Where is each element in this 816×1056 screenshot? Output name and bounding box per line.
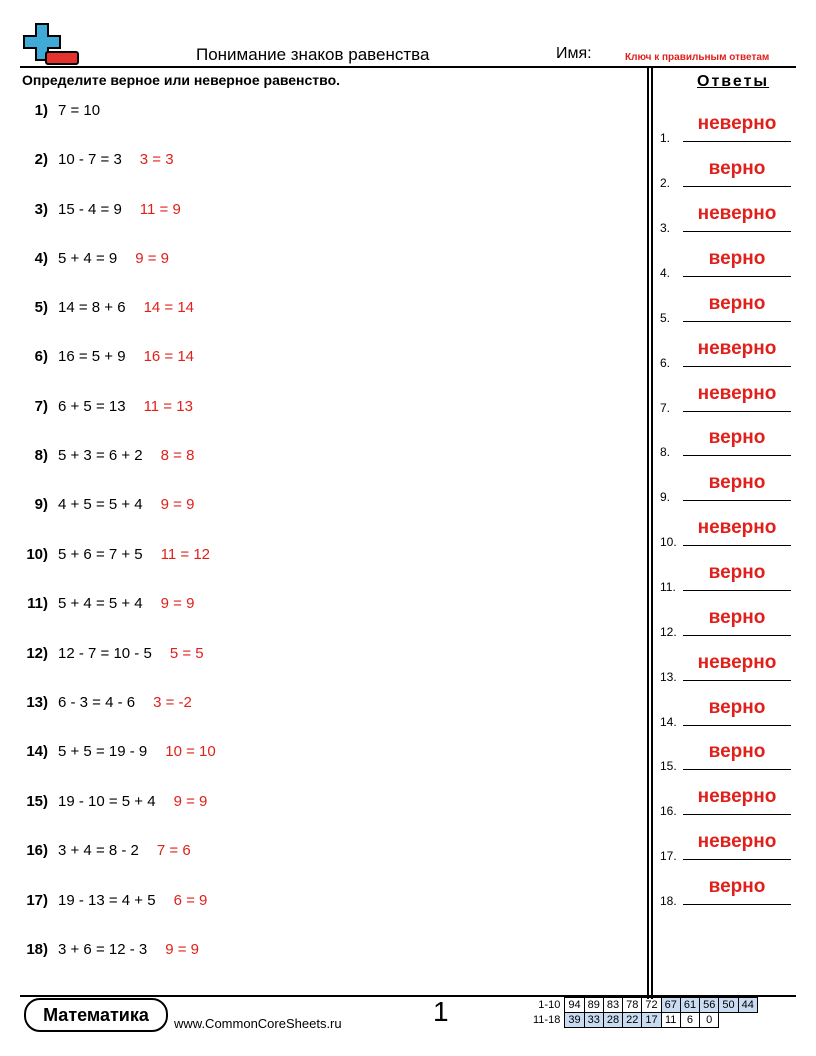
answer-line [683,231,791,232]
brand-badge: Математика [24,998,168,1032]
answer-line [683,680,791,681]
score-cell: 39 [565,1013,584,1028]
problem-expression: 19 - 13 = 4 + 5 6 = 9 [58,892,208,909]
problem-row [0,546,640,568]
answer-item [658,113,798,147]
problem-expression: 7 = 10 [58,102,101,119]
answer-line [683,276,791,277]
answer-item [658,427,798,461]
answer-number: 12. [660,625,677,639]
problem-answer: 9 = 9 [165,941,200,958]
score-cell: 78 [623,998,642,1013]
problem-number: 16) [26,842,48,859]
problem-row [0,250,640,272]
answer-item [658,607,798,641]
answer-item [658,786,798,820]
problem-answer: 11 = 13 [143,398,193,415]
answer-value: верно [708,607,766,628]
problem-expression: 5 + 4 = 9 9 = 9 [58,250,169,267]
answer-line [683,545,791,546]
problem-row [0,941,640,963]
answer-line [683,904,791,905]
problem-answer: 7 = 6 [156,842,191,859]
instructions: Определите верное или неверное равенство. [22,72,341,88]
answer-line [683,141,791,142]
problem-answer: 5 = 5 [169,645,204,662]
answer-number: 1. [660,131,671,145]
problem-row [0,842,640,864]
problem-answer: 9 = 9 [135,250,169,267]
answer-value: верно [708,562,766,583]
problem-row [0,201,640,223]
score-row-label: 1-10 [538,999,561,1011]
answer-line [683,500,791,501]
problem-expression: 12 - 7 = 10 - 5 5 = 5 [58,645,204,662]
answer-number: 6. [660,356,671,370]
problem-row [0,151,640,173]
score-cell: 6 [680,1013,699,1028]
answer-item [658,338,798,372]
answer-item [658,831,798,865]
problem-expression: 16 = 5 + 9 16 = 14 [58,348,195,365]
problem-number: 15) [26,793,48,810]
answer-line [683,186,791,187]
problem-number: 11) [27,595,48,612]
problem-number: 17) [26,892,48,909]
score-cell: 56 [700,998,719,1013]
site-url: www.CommonCoreSheets.ru [174,1016,342,1031]
problem-expression: 14 = 8 + 6 14 = 14 [58,299,195,316]
answer-number: 15. [660,759,677,773]
answer-number: 7. [660,401,671,415]
answer-value: неверно [697,113,777,134]
score-cell: 72 [642,998,661,1013]
answer-item [658,697,798,731]
answer-number: 16. [660,804,677,818]
problem-number: 9) [34,496,48,513]
answer-item [658,472,798,506]
answer-item [658,158,798,192]
problem-answer: 6 = 9 [173,892,208,909]
problem-expression: 6 + 5 = 13 11 = 13 [58,398,193,415]
problem-answer: 11 = 12 [160,546,211,563]
answer-value: верно [708,248,766,269]
problem-answer: 3 = -2 [153,694,192,711]
header-divider [20,66,796,68]
problem-expression: 3 + 6 = 12 - 3 9 = 9 [58,941,200,958]
answer-value: верно [708,876,766,897]
score-row [530,998,757,1013]
problem-number: 3) [34,201,48,218]
problem-row [0,595,640,617]
answer-value: неверно [697,517,777,538]
problem-number: 7) [34,398,48,415]
problem-row [0,299,640,321]
problem-row [0,102,640,124]
answer-value: верно [708,472,766,493]
answer-value: неверно [697,786,777,807]
answer-item [658,383,798,417]
problem-row [0,645,640,667]
score-cell: 94 [565,998,584,1013]
problem-number: 13) [26,694,48,711]
problem-row [0,892,640,914]
score-cell: 83 [603,998,622,1013]
score-table [530,997,758,1028]
score-cell: 44 [738,998,757,1013]
answer-line [683,455,791,456]
answer-number: 10. [660,535,677,549]
problem-number: 6) [34,348,48,365]
answer-number: 8. [660,445,671,459]
problem-expression: 15 - 4 = 9 11 = 9 [58,201,181,218]
column-divider-left [647,66,649,999]
problem-answer: 9 = 9 [160,595,195,612]
answer-number: 3. [660,221,671,235]
problem-answer: 8 = 8 [160,447,195,464]
answer-line [683,321,791,322]
problem-expression: 5 + 3 = 6 + 2 8 = 8 [58,447,195,464]
answer-number: 17. [660,849,677,863]
answer-value: верно [708,741,766,762]
problem-answer: 9 = 9 [160,496,195,513]
score-cell: 33 [584,1013,603,1028]
answer-line [683,366,791,367]
answer-number: 11. [660,580,676,594]
problem-number: 1) [34,102,48,119]
answer-item [658,203,798,237]
answer-line [683,859,791,860]
answer-value: верно [708,158,766,179]
problem-expression: 10 - 7 = 3 3 = 3 [58,151,174,168]
answer-item [658,876,798,910]
answer-line [683,814,791,815]
problem-number: 8) [34,447,48,464]
answer-value: неверно [697,383,777,404]
problem-number: 5) [34,299,48,316]
answer-line [683,635,791,636]
problem-row [0,447,640,469]
column-divider-right [651,66,653,999]
answer-line [683,411,791,412]
problem-row [0,793,640,815]
score-cell: 67 [661,998,680,1013]
worksheet-title: Понимание знаков равенства [196,45,430,64]
answer-line [683,590,791,591]
answer-number: 14. [660,715,677,729]
problem-row [0,743,640,765]
answer-value: неверно [697,831,777,852]
problem-row [0,496,640,518]
answer-number: 4. [660,266,671,280]
answers-title: Ответы [697,73,770,90]
score-cell: 17 [642,1013,661,1028]
problem-expression: 5 + 4 = 5 + 4 9 = 9 [58,595,195,612]
problem-expression: 19 - 10 = 5 + 4 9 = 9 [58,793,208,810]
answer-item [658,652,798,686]
answer-item [658,293,798,327]
problem-expression: 5 + 5 = 19 - 9 10 = 10 [58,743,216,760]
problem-answer: 11 = 9 [139,201,181,218]
answer-item [658,517,798,551]
answer-item [658,562,798,596]
problem-number: 4) [34,250,48,267]
score-cell: 11 [661,1013,680,1028]
problem-answer: 3 = 3 [139,151,174,168]
score-row-label: 11-18 [533,1014,561,1026]
answer-number: 2. [660,176,671,190]
answer-value: верно [708,697,766,718]
answer-number: 13. [660,670,677,684]
problem-number: 12) [26,645,48,662]
score-cell: 89 [584,998,603,1013]
problem-number: 2) [34,151,48,168]
answer-item [658,741,798,775]
problem-row [0,398,640,420]
problem-number: 14) [26,743,48,760]
problem-answer: 10 = 10 [165,743,216,760]
problem-expression: 4 + 5 = 5 + 4 9 = 9 [58,496,195,513]
problem-answer: 14 = 14 [143,299,195,316]
answer-value: неверно [697,652,777,673]
problem-number: 18) [26,941,48,958]
score-row [530,1013,757,1028]
answer-number: 5. [660,311,671,325]
score-cell: 22 [623,1013,642,1028]
answer-item [658,248,798,282]
answer-line [683,725,791,726]
answer-value: неверно [697,338,777,359]
page-number: 1 [433,996,449,1027]
score-cell: 50 [719,998,738,1013]
problem-number: 10) [26,546,48,563]
answer-value: верно [708,293,766,314]
problem-answer: 9 = 9 [173,793,208,810]
problem-expression: 5 + 6 = 7 + 5 11 = 12 [58,546,211,563]
score-cell: 0 [700,1013,719,1028]
answer-number: 9. [660,490,671,504]
problem-expression: 6 - 3 = 4 - 6 3 = -2 [58,694,192,711]
answer-value: верно [708,427,766,448]
answer-value: неверно [697,203,777,224]
answer-key-label: Ключ к правильным ответам [625,52,770,63]
answer-number: 18. [660,894,677,908]
problem-row [0,348,640,370]
answer-line [683,769,791,770]
problem-row [0,694,640,716]
score-cell: 61 [680,998,699,1013]
problem-expression: 3 + 4 = 8 - 2 7 = 6 [58,842,191,859]
name-label: Имя: [556,45,592,62]
plus-minus-logo-icon [22,22,80,68]
problem-answer: 16 = 14 [143,348,195,365]
score-cell: 28 [603,1013,622,1028]
